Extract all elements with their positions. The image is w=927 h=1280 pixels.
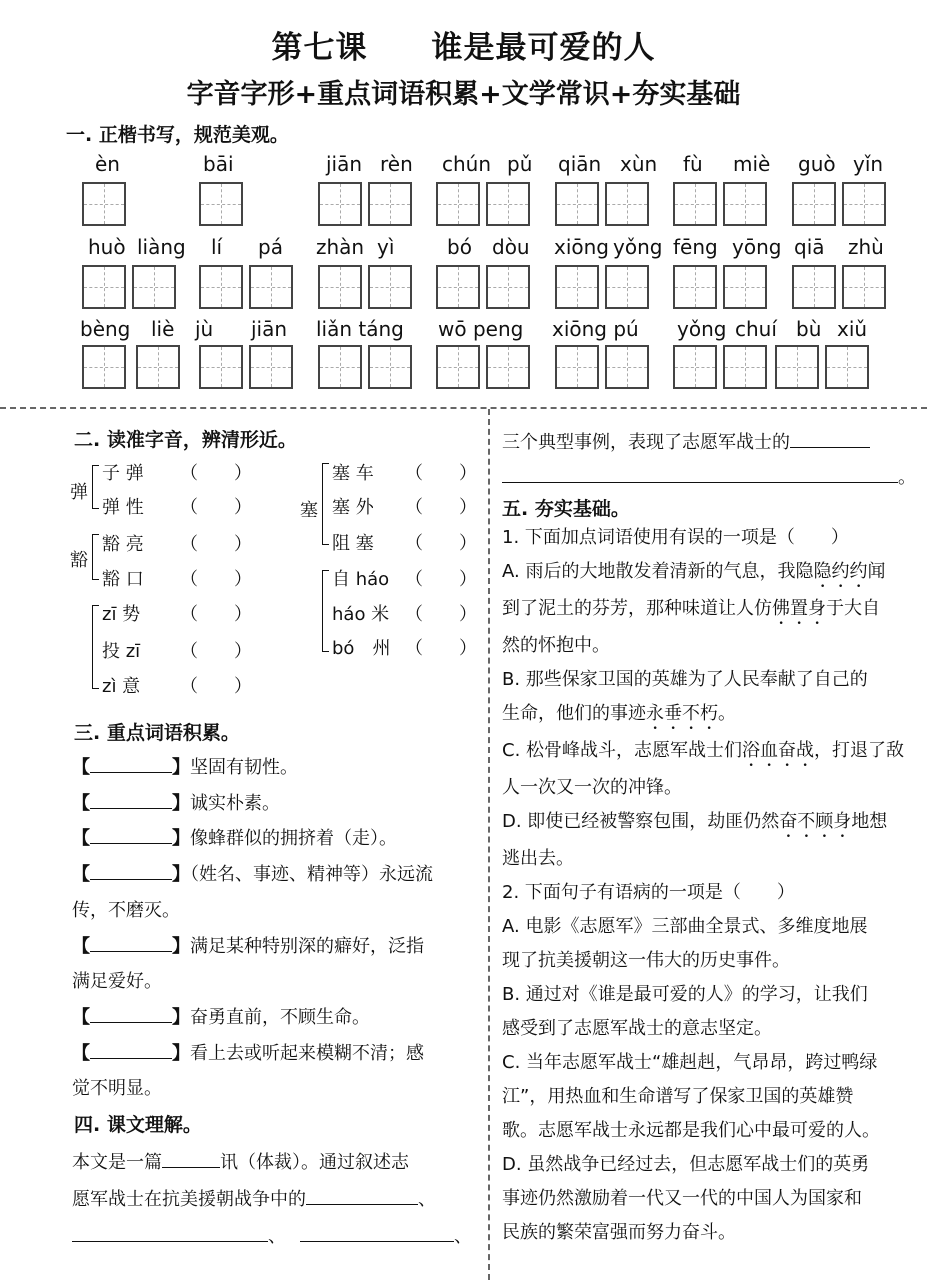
reading-item: zì 意 <box>102 676 141 697</box>
vocab-item: 【 】坚固有韧性。 <box>72 757 298 778</box>
q1-option-a-cont: 到了泥土的芬芳，那种味道让人仿佛置身于大自 <box>502 598 880 619</box>
writing-box[interactable] <box>82 182 126 226</box>
pinyin-label: dòu <box>492 235 530 259</box>
pinyin-label: wō peng <box>438 317 524 341</box>
answer-parentheses[interactable]: （ ） <box>405 638 477 659</box>
writing-box[interactable] <box>82 345 126 389</box>
writing-box[interactable] <box>82 265 126 309</box>
q2-option-b[interactable]: B. 通过对《谁是最可爱的人》的学习，让我们 <box>502 984 868 1005</box>
q2-option-a-cont: 现了抗美援朝这一伟大的历史事件。 <box>502 950 790 971</box>
writing-box[interactable] <box>368 265 412 309</box>
pinyin-label: liàng <box>137 235 186 259</box>
vocab-blank[interactable] <box>90 772 172 773</box>
pinyin-label: jù <box>195 317 214 341</box>
q1-option-d[interactable]: D. 即使已经被警察包围，劫匪仍然奋不顾身地想 <box>502 811 888 832</box>
pinyin-label: fēng <box>673 235 718 259</box>
pinyin-label: jiān <box>326 152 363 176</box>
section-4-heading: 四. 课文理解。 <box>74 1114 202 1136</box>
group-char-dan: 弹 <box>70 482 88 503</box>
blank-genre[interactable] <box>162 1167 220 1168</box>
s4-line-1: 本文是一篇 讯（体裁）。通过叙述志 <box>72 1152 409 1173</box>
s4-line-2: 愿军战士在抗美援朝战争中的 、 <box>72 1189 436 1210</box>
writing-box[interactable] <box>555 265 599 309</box>
answer-parentheses[interactable]: （ ） <box>180 569 252 590</box>
vocab-item: 【 】像蜂群似的拥挤着（走）。 <box>72 828 397 849</box>
writing-box[interactable] <box>605 182 649 226</box>
section-5-body <box>502 521 917 1250</box>
pinyin-label: qiān <box>558 152 602 176</box>
writing-box[interactable] <box>368 182 412 226</box>
section-5-heading: 五. 夯实基础。 <box>502 498 630 520</box>
vocab-blank[interactable] <box>90 1022 172 1023</box>
vocab-item: 【 】（姓名、事迹、精神等）永远流 <box>72 864 433 885</box>
reading-item: 弹 性 <box>102 497 144 518</box>
page-title: 第七课 谁是最可爱的人 <box>271 30 656 66</box>
pinyin-label: zhàn <box>316 235 365 259</box>
writing-box[interactable] <box>673 265 717 309</box>
vocab-blank[interactable] <box>90 1058 172 1059</box>
answer-parentheses[interactable]: （ ） <box>405 533 477 554</box>
s4-right-line-2: 。 <box>502 463 916 489</box>
reading-item: 塞 外 <box>332 497 374 518</box>
pinyin-label: qiā <box>794 235 825 259</box>
section-3-heading: 三. 重点词语积累。 <box>74 722 240 744</box>
vocab-item: 觉不明显。 <box>72 1078 162 1099</box>
writing-box[interactable] <box>825 345 869 389</box>
blank-example-3[interactable] <box>300 1241 454 1242</box>
bracket <box>322 570 329 652</box>
question-2: 2. 下面句子有语病的一项是（ ） <box>502 882 795 903</box>
vocab-blank[interactable] <box>90 879 172 880</box>
pinyin-label: chuí <box>735 317 777 341</box>
writing-box[interactable] <box>318 345 362 389</box>
reading-item: 阻 塞 <box>332 533 374 554</box>
q1-option-a[interactable]: A. 雨后的大地散发着清新的气息，我隐隐约约闻 <box>502 561 886 582</box>
writing-box[interactable] <box>249 345 293 389</box>
writing-box[interactable] <box>605 265 649 309</box>
blank-example-1[interactable] <box>306 1204 418 1205</box>
vocab-item: 传，不磨灭。 <box>72 900 180 921</box>
writing-box[interactable] <box>723 182 767 226</box>
pinyin-label: bèng <box>80 317 131 341</box>
section-1-heading: 一. 正楷书写，规范美观。 <box>66 124 289 146</box>
pinyin-label: xiōng pú <box>552 317 639 341</box>
q2-option-b-cont: 感受到了志愿军战士的意志坚定。 <box>502 1018 772 1039</box>
pinyin-label: bó <box>447 235 472 259</box>
s4-right-line-1: 三个典型事例，表现了志愿军战士的 <box>502 428 870 454</box>
writing-box[interactable] <box>368 345 412 389</box>
pinyin-label: xiǔ <box>837 317 868 341</box>
writing-box[interactable] <box>318 182 362 226</box>
writing-box[interactable] <box>199 345 243 389</box>
vertical-divider <box>488 409 490 1280</box>
pinyin-label: liǎn táng <box>316 317 404 341</box>
q1-option-c[interactable]: C. 松骨峰战斗，志愿军战士们浴血奋战，打退了敌 <box>502 740 905 761</box>
reading-item: bó 州 <box>332 638 391 659</box>
pinyin-label: fù <box>683 152 703 176</box>
section-2-heading: 二. 读准字音，辨清形近。 <box>74 429 297 451</box>
pinyin-label: bù <box>796 317 822 341</box>
answer-parentheses[interactable]: （ ） <box>180 641 252 662</box>
pinyin-label: èn <box>95 152 120 176</box>
writing-box[interactable] <box>132 265 176 309</box>
q2-option-c-cont: 歌。志愿军战士永远都是我们心中最可爱的人。 <box>502 1120 880 1141</box>
q1-option-b-cont: 生命，他们的事迹永垂不朽。 <box>502 703 736 724</box>
pinyin-label: pǔ <box>507 152 533 176</box>
writing-box[interactable] <box>555 182 599 226</box>
pinyin-label: lí <box>211 235 223 259</box>
answer-parentheses[interactable]: （ ） <box>180 534 252 555</box>
pinyin-label: huò <box>88 235 126 259</box>
reading-item: zī 势 <box>102 604 141 625</box>
answer-parentheses[interactable]: （ ） <box>180 463 252 484</box>
blank-example-2[interactable] <box>72 1241 268 1242</box>
s4-line-3: 、 、 <box>72 1222 472 1248</box>
writing-box[interactable] <box>673 182 717 226</box>
vocab-item: 满足爱好。 <box>72 971 162 992</box>
pinyin-label: yōng <box>732 235 782 259</box>
vocab-blank[interactable] <box>90 951 172 952</box>
blank-spirit-cont[interactable] <box>502 482 898 483</box>
pinyin-label: yǐn <box>853 152 884 176</box>
bracket <box>92 465 99 509</box>
writing-box[interactable] <box>199 182 243 226</box>
answer-parentheses[interactable]: （ ） <box>405 569 477 590</box>
q1-option-d-cont: 逃出去。 <box>502 848 574 869</box>
vocab-item: 【 】看上去或听起来模糊不清；感 <box>72 1043 424 1064</box>
vocab-item: 【 】满足某种特别深的癖好，泛指 <box>72 936 424 957</box>
q2-option-d-cont: 民族的繁荣富强而努力奋斗。 <box>502 1222 736 1243</box>
writing-box[interactable] <box>486 182 530 226</box>
group-char-sai: 塞 <box>300 500 318 521</box>
q2-option-c-cont: 江”，用热血和生命谱写了保家卫国的英雄赞 <box>502 1086 854 1107</box>
reading-item: 塞 车 <box>332 463 374 484</box>
writing-box[interactable] <box>723 265 767 309</box>
bracket <box>92 605 99 689</box>
reading-item: 豁 口 <box>102 569 144 590</box>
q1-option-b[interactable]: B. 那些保家卫国的英雄为了人民奉献了自己的 <box>502 669 868 690</box>
writing-box[interactable] <box>486 345 530 389</box>
writing-box[interactable] <box>842 182 886 226</box>
pinyin-label: pá <box>258 235 283 259</box>
bracket <box>92 534 99 580</box>
q1-option-c-cont: 人一次又一次的冲锋。 <box>502 777 682 798</box>
pinyin-label: chún <box>442 152 492 176</box>
pinyin-label: rèn <box>380 152 413 176</box>
pinyin-label: xùn <box>620 152 658 176</box>
horizontal-divider <box>0 407 927 409</box>
vocab-blank[interactable] <box>90 808 172 809</box>
writing-box[interactable] <box>792 265 836 309</box>
writing-box[interactable] <box>436 345 480 389</box>
reading-item: háo 米 <box>332 604 390 625</box>
answer-parentheses[interactable]: （ ） <box>405 604 477 625</box>
answer-parentheses[interactable]: （ ） <box>180 676 252 697</box>
pinyin-label: yì <box>377 235 395 259</box>
q2-option-c[interactable]: C. 当年志愿军战士“雄赳赳，气昂昂，跨过鸭绿 <box>502 1052 878 1073</box>
q2-option-a[interactable]: A. 电影《志愿军》三部曲全景式、多维度地展 <box>502 916 868 937</box>
pinyin-label: jiān <box>251 317 288 341</box>
vocab-item: 【 】诚实朴素。 <box>72 793 280 814</box>
q2-option-d-cont: 事迹仍然激励着一代又一代的中国人为国家和 <box>502 1188 862 1209</box>
q2-option-d[interactable]: D. 虽然战争已经过去，但志愿军战士们的英勇 <box>502 1154 870 1175</box>
pinyin-label: miè <box>733 152 771 176</box>
group-char-huo: 豁 <box>70 550 88 571</box>
pinyin-label: zhù <box>848 235 884 259</box>
writing-box[interactable] <box>723 345 767 389</box>
writing-box[interactable] <box>775 345 819 389</box>
question-1: 1. 下面加点词语使用有误的一项是（ ） <box>502 527 849 548</box>
writing-box[interactable] <box>605 345 649 389</box>
reading-item: 豁 亮 <box>102 534 144 555</box>
reading-item: 投 zī <box>102 641 141 662</box>
writing-box[interactable] <box>842 265 886 309</box>
q1-option-a-cont: 然的怀抱中。 <box>502 635 610 656</box>
blank-spirit[interactable] <box>790 447 870 448</box>
answer-parentheses[interactable]: （ ） <box>405 463 477 484</box>
writing-box[interactable] <box>673 345 717 389</box>
writing-box[interactable] <box>486 265 530 309</box>
reading-item: 子 弹 <box>102 463 144 484</box>
pinyin-label: guò <box>798 152 836 176</box>
writing-box[interactable] <box>249 265 293 309</box>
writing-box[interactable] <box>792 182 836 226</box>
vocab-blank[interactable] <box>90 843 172 844</box>
answer-parentheses[interactable]: （ ） <box>180 497 252 518</box>
writing-box[interactable] <box>318 265 362 309</box>
pinyin-label: bāi <box>203 152 234 176</box>
writing-box[interactable] <box>555 345 599 389</box>
pinyin-label: yǒng <box>677 317 727 341</box>
vocab-item: 【 】奋勇直前，不顾生命。 <box>72 1007 370 1028</box>
writing-box[interactable] <box>436 265 480 309</box>
answer-parentheses[interactable]: （ ） <box>405 497 477 518</box>
pinyin-label: xiōng <box>554 235 609 259</box>
bracket <box>322 463 329 545</box>
pinyin-label: liè <box>151 317 175 341</box>
answer-parentheses[interactable]: （ ） <box>180 604 252 625</box>
reading-item: 自 háo <box>332 569 390 590</box>
writing-box[interactable] <box>199 265 243 309</box>
pinyin-label: yǒng <box>613 235 663 259</box>
writing-box[interactable] <box>136 345 180 389</box>
page-subtitle: 字音字形+重点词语积累+文学常识+夯实基础 <box>186 79 741 110</box>
writing-box[interactable] <box>436 182 480 226</box>
